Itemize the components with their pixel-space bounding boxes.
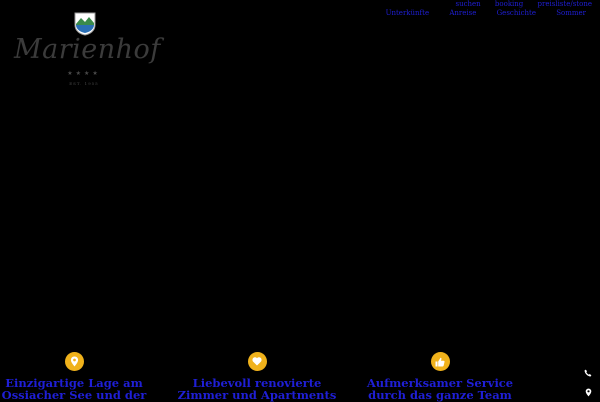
phone-icon[interactable] <box>583 368 593 378</box>
feature-title: Einzigartige Lage am Ossiacher See und der <box>1 376 147 402</box>
main-nav-geschichte[interactable]: Geschichte <box>496 9 536 17</box>
top-utility-nav <box>455 0 592 8</box>
top-nav-search-link[interactable]: suchen <box>455 0 481 8</box>
main-nav <box>386 9 586 17</box>
feature-rooms <box>169 352 345 401</box>
top-nav-pricelist-link[interactable]: preisliste/stone <box>537 0 592 8</box>
heart-icon <box>248 352 267 371</box>
feature-title: Liebevoll renovierte Zimmer und Apartments <box>177 376 337 402</box>
logo-stars: ★★★★ <box>67 70 101 77</box>
map-marker-icon[interactable] <box>583 387 593 397</box>
main-nav-sommer[interactable]: Sommer <box>556 9 586 17</box>
main-nav-unterkuenfte[interactable]: Unterkünfte <box>385 9 430 17</box>
site-logo[interactable] <box>14 8 161 86</box>
top-nav-booking-link[interactable]: booking <box>494 0 524 8</box>
logo-badge-icon <box>72 10 98 36</box>
feature-location <box>0 352 162 401</box>
main-nav-anreise[interactable]: Anreise <box>449 9 477 17</box>
feature-title: Aufmerksamer Service durch das ganze Team <box>366 376 514 402</box>
location-pin-icon <box>65 352 84 371</box>
thumbs-up-icon <box>431 352 450 371</box>
logo-wordmark: Marienhof <box>14 34 161 65</box>
logo-established: EST. 1955 <box>69 81 99 86</box>
feature-service <box>352 352 528 401</box>
